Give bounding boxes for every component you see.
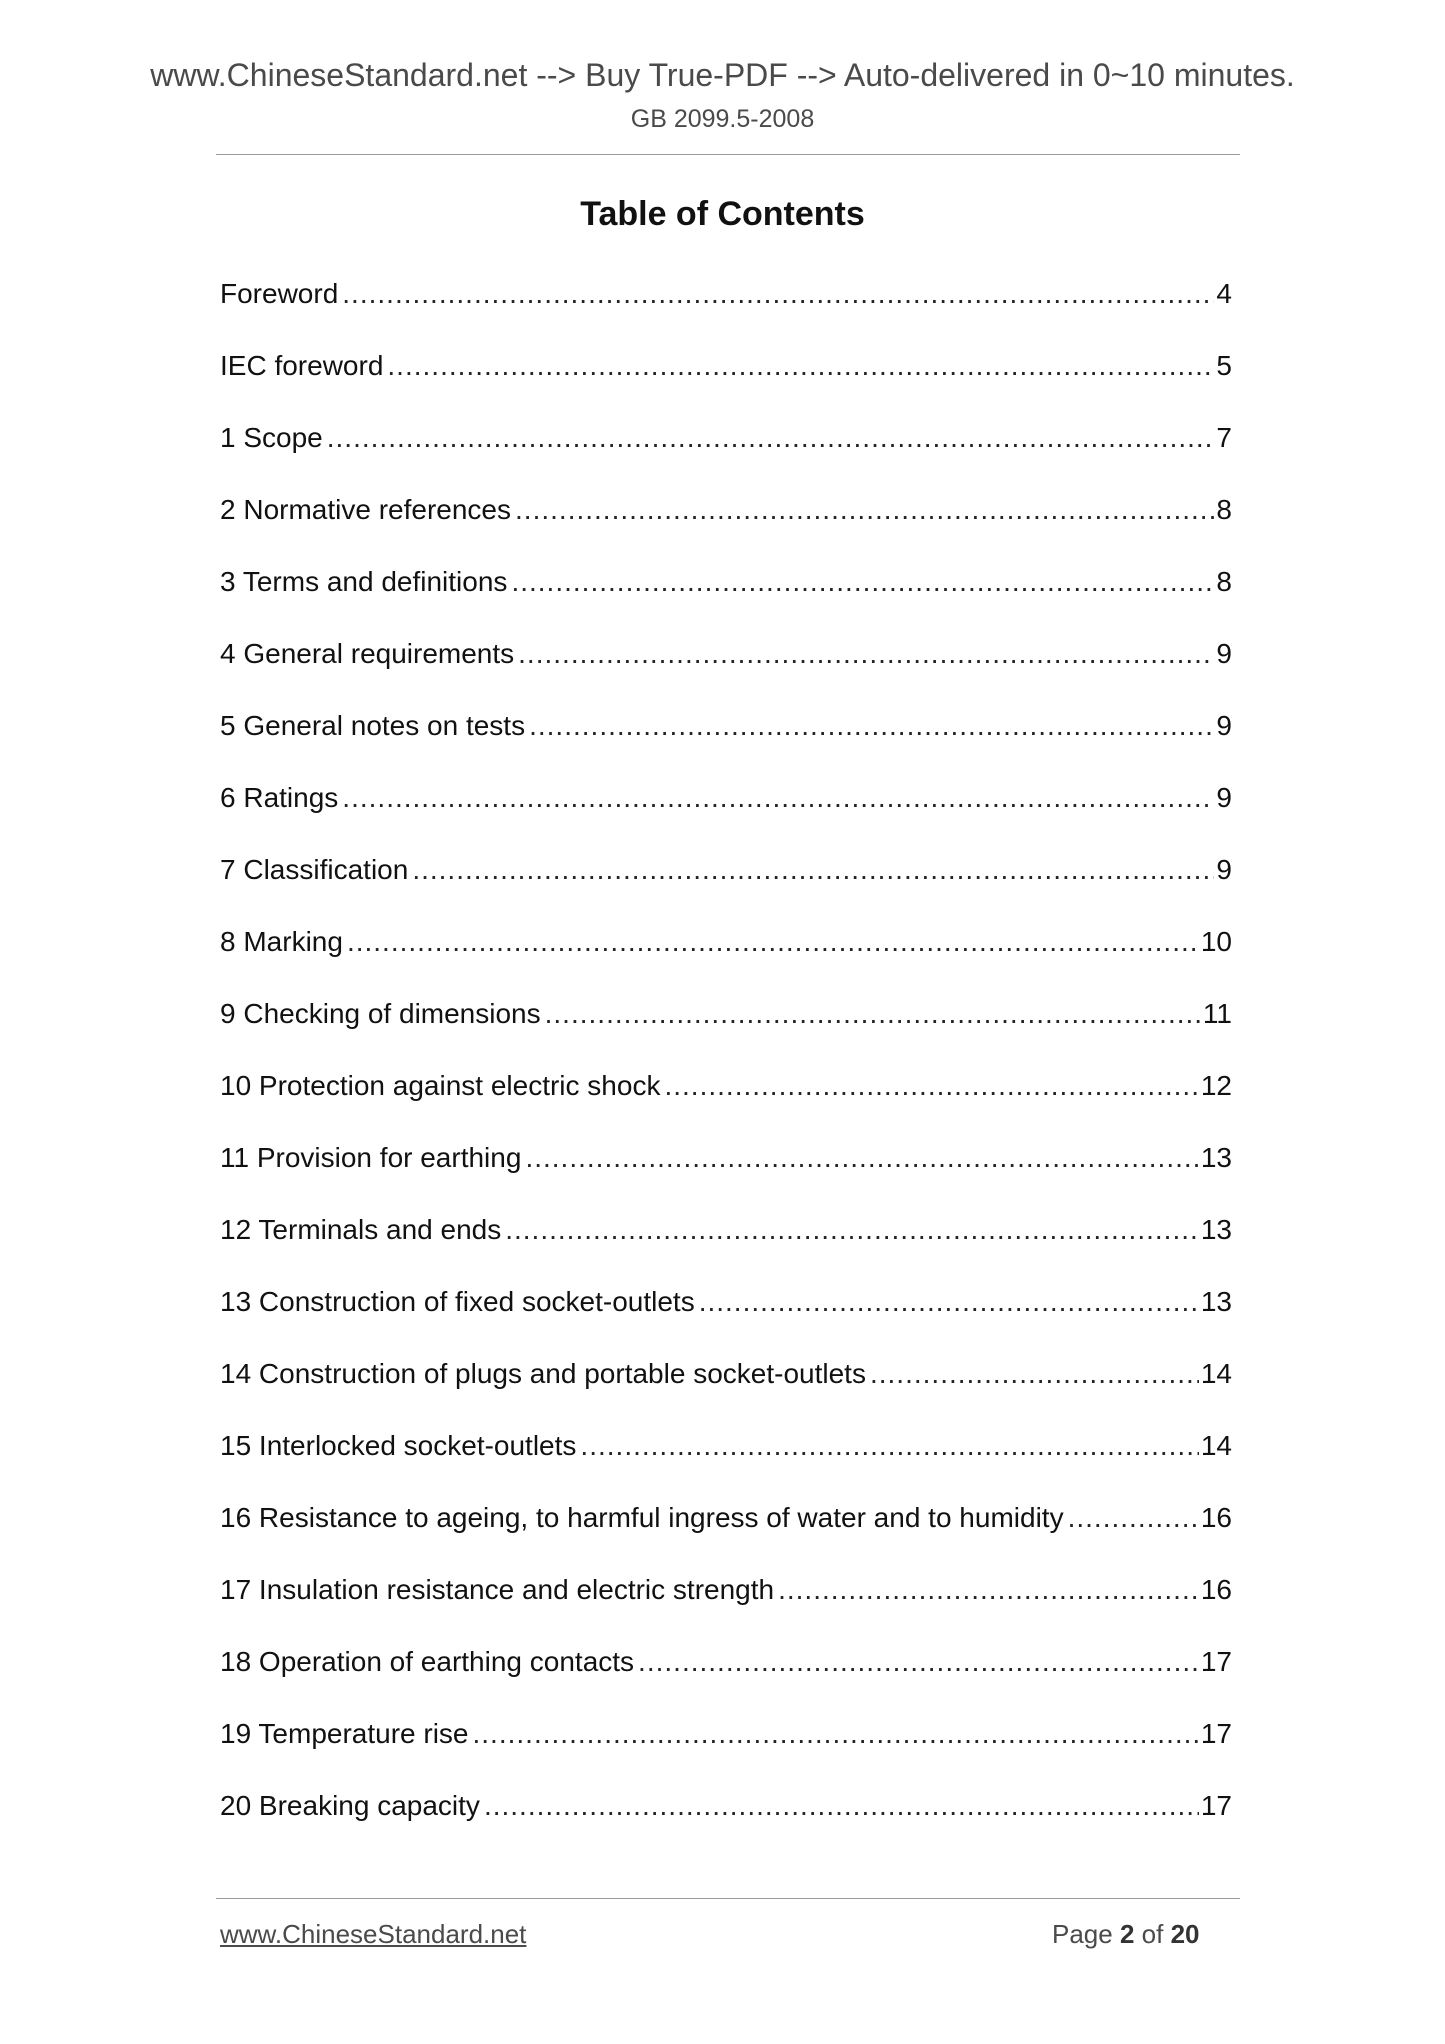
- toc-entry-protection-electric-shock[interactable]: [220, 1066, 1232, 1138]
- toc-entry-page: 10: [1200, 926, 1232, 957]
- toc-entry-label: 14 Construction of plugs and portable socket-outlets: [220, 1358, 866, 1389]
- toc-entry-insulation-resistance[interactable]: [220, 1570, 1232, 1642]
- toc-leader-dots: [412, 850, 1214, 890]
- toc-entry-iec-foreword[interactable]: [220, 346, 1232, 418]
- toc-entry-label: IEC foreword: [220, 350, 384, 381]
- toc-leader-dots: [505, 1210, 1199, 1250]
- toc-entry-terms-definitions[interactable]: [220, 562, 1232, 634]
- toc-entry-label: 10 Protection against electric shock: [220, 1070, 661, 1101]
- toc-entry-label: 4 General requirements: [220, 638, 515, 669]
- toc-leader-dots: [518, 634, 1214, 674]
- toc-entry-general-requirements[interactable]: [220, 634, 1232, 706]
- toc-entry-classification[interactable]: [220, 850, 1232, 922]
- toc-entry-page: 17: [1200, 1790, 1232, 1821]
- total-pages: 20: [1170, 1919, 1200, 1949]
- page-indicator: [1052, 1916, 1200, 1952]
- toc-leader-dots: [511, 562, 1214, 602]
- toc-entry-plugs-portable-socket-outlets[interactable]: [220, 1354, 1232, 1426]
- toc-title: Table of Contents: [580, 195, 865, 233]
- toc-leader-dots: [327, 418, 1215, 458]
- toc-entry-page: 8: [1216, 494, 1232, 525]
- toc-entry-page: 13: [1200, 1286, 1232, 1317]
- page-sep: of: [1141, 1919, 1164, 1949]
- toc-entry-label: 8 Marking: [220, 926, 343, 957]
- toc-entry-earthing-contacts[interactable]: [220, 1642, 1232, 1714]
- toc-leader-dots: [342, 274, 1214, 314]
- toc-entry-interlocked-socket-outlets[interactable]: [220, 1426, 1232, 1498]
- toc-entry-resistance-ageing[interactable]: [220, 1498, 1232, 1570]
- toc-entry-label: 6 Ratings: [220, 782, 339, 813]
- toc-leader-dots: [347, 922, 1199, 962]
- toc-entry-page: 9: [1216, 638, 1232, 669]
- toc-leader-dots: [387, 346, 1214, 386]
- toc-entry-label: 17 Insulation resistance and electric strength: [220, 1574, 775, 1605]
- toc-entry-breaking-capacity[interactable]: [220, 1786, 1232, 1858]
- toc-entry-general-notes-tests[interactable]: [220, 706, 1232, 778]
- toc-entry-page: 17: [1200, 1646, 1232, 1677]
- toc-entry-foreword[interactable]: [220, 274, 1232, 346]
- toc-leader-dots: [484, 1786, 1199, 1826]
- footer-divider: [216, 1898, 1240, 1899]
- toc-entry-page: 14: [1200, 1358, 1232, 1389]
- toc-entry-checking-dimensions[interactable]: [220, 994, 1232, 1066]
- toc-leader-dots: [529, 706, 1214, 746]
- toc-entry-label: 18 Operation of earthing contacts: [220, 1646, 635, 1677]
- toc-entry-label: 20 Breaking capacity: [220, 1790, 480, 1821]
- toc-entry-page: 13: [1200, 1142, 1232, 1173]
- toc-entry-temperature-rise[interactable]: [220, 1714, 1232, 1786]
- toc-entry-provision-earthing[interactable]: [220, 1138, 1232, 1210]
- toc-leader-dots: [525, 1138, 1198, 1178]
- toc-entry-label: 5 General notes on tests: [220, 710, 526, 741]
- toc-entry-label: 13 Construction of fixed socket-outlets: [220, 1286, 695, 1317]
- toc-list: [220, 274, 1232, 1858]
- toc-entry-page: 11: [1202, 998, 1232, 1029]
- toc-entry-page: 9: [1216, 710, 1232, 741]
- standard-code: GB 2099.5-2008: [630, 105, 815, 133]
- header-banner: www.ChineseStandard.net --> Buy True-PDF --> Auto-delivered in 0~10 minutes.: [150, 57, 1295, 93]
- toc-entry-page: 4: [1216, 278, 1232, 309]
- toc-entry-page: 9: [1216, 854, 1232, 885]
- toc-entry-page: 5: [1216, 350, 1232, 381]
- toc-leader-dots: [664, 1066, 1198, 1106]
- toc-entry-marking[interactable]: [220, 922, 1232, 994]
- toc-leader-dots: [778, 1570, 1199, 1610]
- toc-entry-fixed-socket-outlets[interactable]: [220, 1282, 1232, 1354]
- toc-leader-dots: [699, 1282, 1199, 1322]
- toc-entry-ratings[interactable]: [220, 778, 1232, 850]
- toc-entry-page: 13: [1200, 1214, 1232, 1245]
- toc-entry-page: 12: [1200, 1070, 1232, 1101]
- toc-leader-dots: [473, 1714, 1199, 1754]
- toc-leader-dots: [870, 1354, 1199, 1394]
- toc-leader-dots: [580, 1426, 1198, 1466]
- toc-entry-terminals-ends[interactable]: [220, 1210, 1232, 1282]
- toc-entry-page: 14: [1200, 1430, 1232, 1461]
- toc-entry-page: 16: [1200, 1502, 1232, 1533]
- toc-entry-label: 16 Resistance to ageing, to harmful ingress of water and to humidity: [220, 1502, 1064, 1533]
- toc-entry-label: 1 Scope: [220, 422, 323, 453]
- toc-leader-dots: [515, 490, 1214, 530]
- toc-leader-dots: [342, 778, 1214, 818]
- toc-entry-scope[interactable]: [220, 418, 1232, 490]
- toc-leader-dots: [638, 1642, 1199, 1682]
- toc-leader-dots: [1068, 1498, 1199, 1538]
- toc-entry-label: 9 Checking of dimensions: [220, 998, 541, 1029]
- toc-entry-normative-references[interactable]: [220, 490, 1232, 562]
- toc-entry-label: 12 Terminals and ends: [220, 1214, 502, 1245]
- toc-entry-page: 8: [1216, 566, 1232, 597]
- toc-entry-page: 17: [1200, 1718, 1232, 1749]
- toc-entry-page: 16: [1200, 1574, 1232, 1605]
- current-page: 2: [1119, 1919, 1135, 1949]
- footer-site-link[interactable]: www.ChineseStandard.net: [220, 1919, 527, 1949]
- toc-entry-page: 9: [1216, 782, 1232, 813]
- toc-entry-label: 19 Temperature rise: [220, 1718, 469, 1749]
- header-divider: [216, 154, 1240, 155]
- toc-leader-dots: [545, 994, 1201, 1034]
- toc-entry-label: 2 Normative references: [220, 494, 512, 525]
- page-prefix: Page: [1052, 1919, 1113, 1949]
- toc-entry-page: 7: [1216, 422, 1232, 453]
- toc-entry-label: Foreword: [220, 278, 339, 309]
- toc-entry-label: 3 Terms and definitions: [220, 566, 508, 597]
- toc-entry-label: 11 Provision for earthing: [220, 1142, 522, 1173]
- toc-entry-label: 7 Classification: [220, 854, 409, 885]
- toc-entry-label: 15 Interlocked socket-outlets: [220, 1430, 577, 1461]
